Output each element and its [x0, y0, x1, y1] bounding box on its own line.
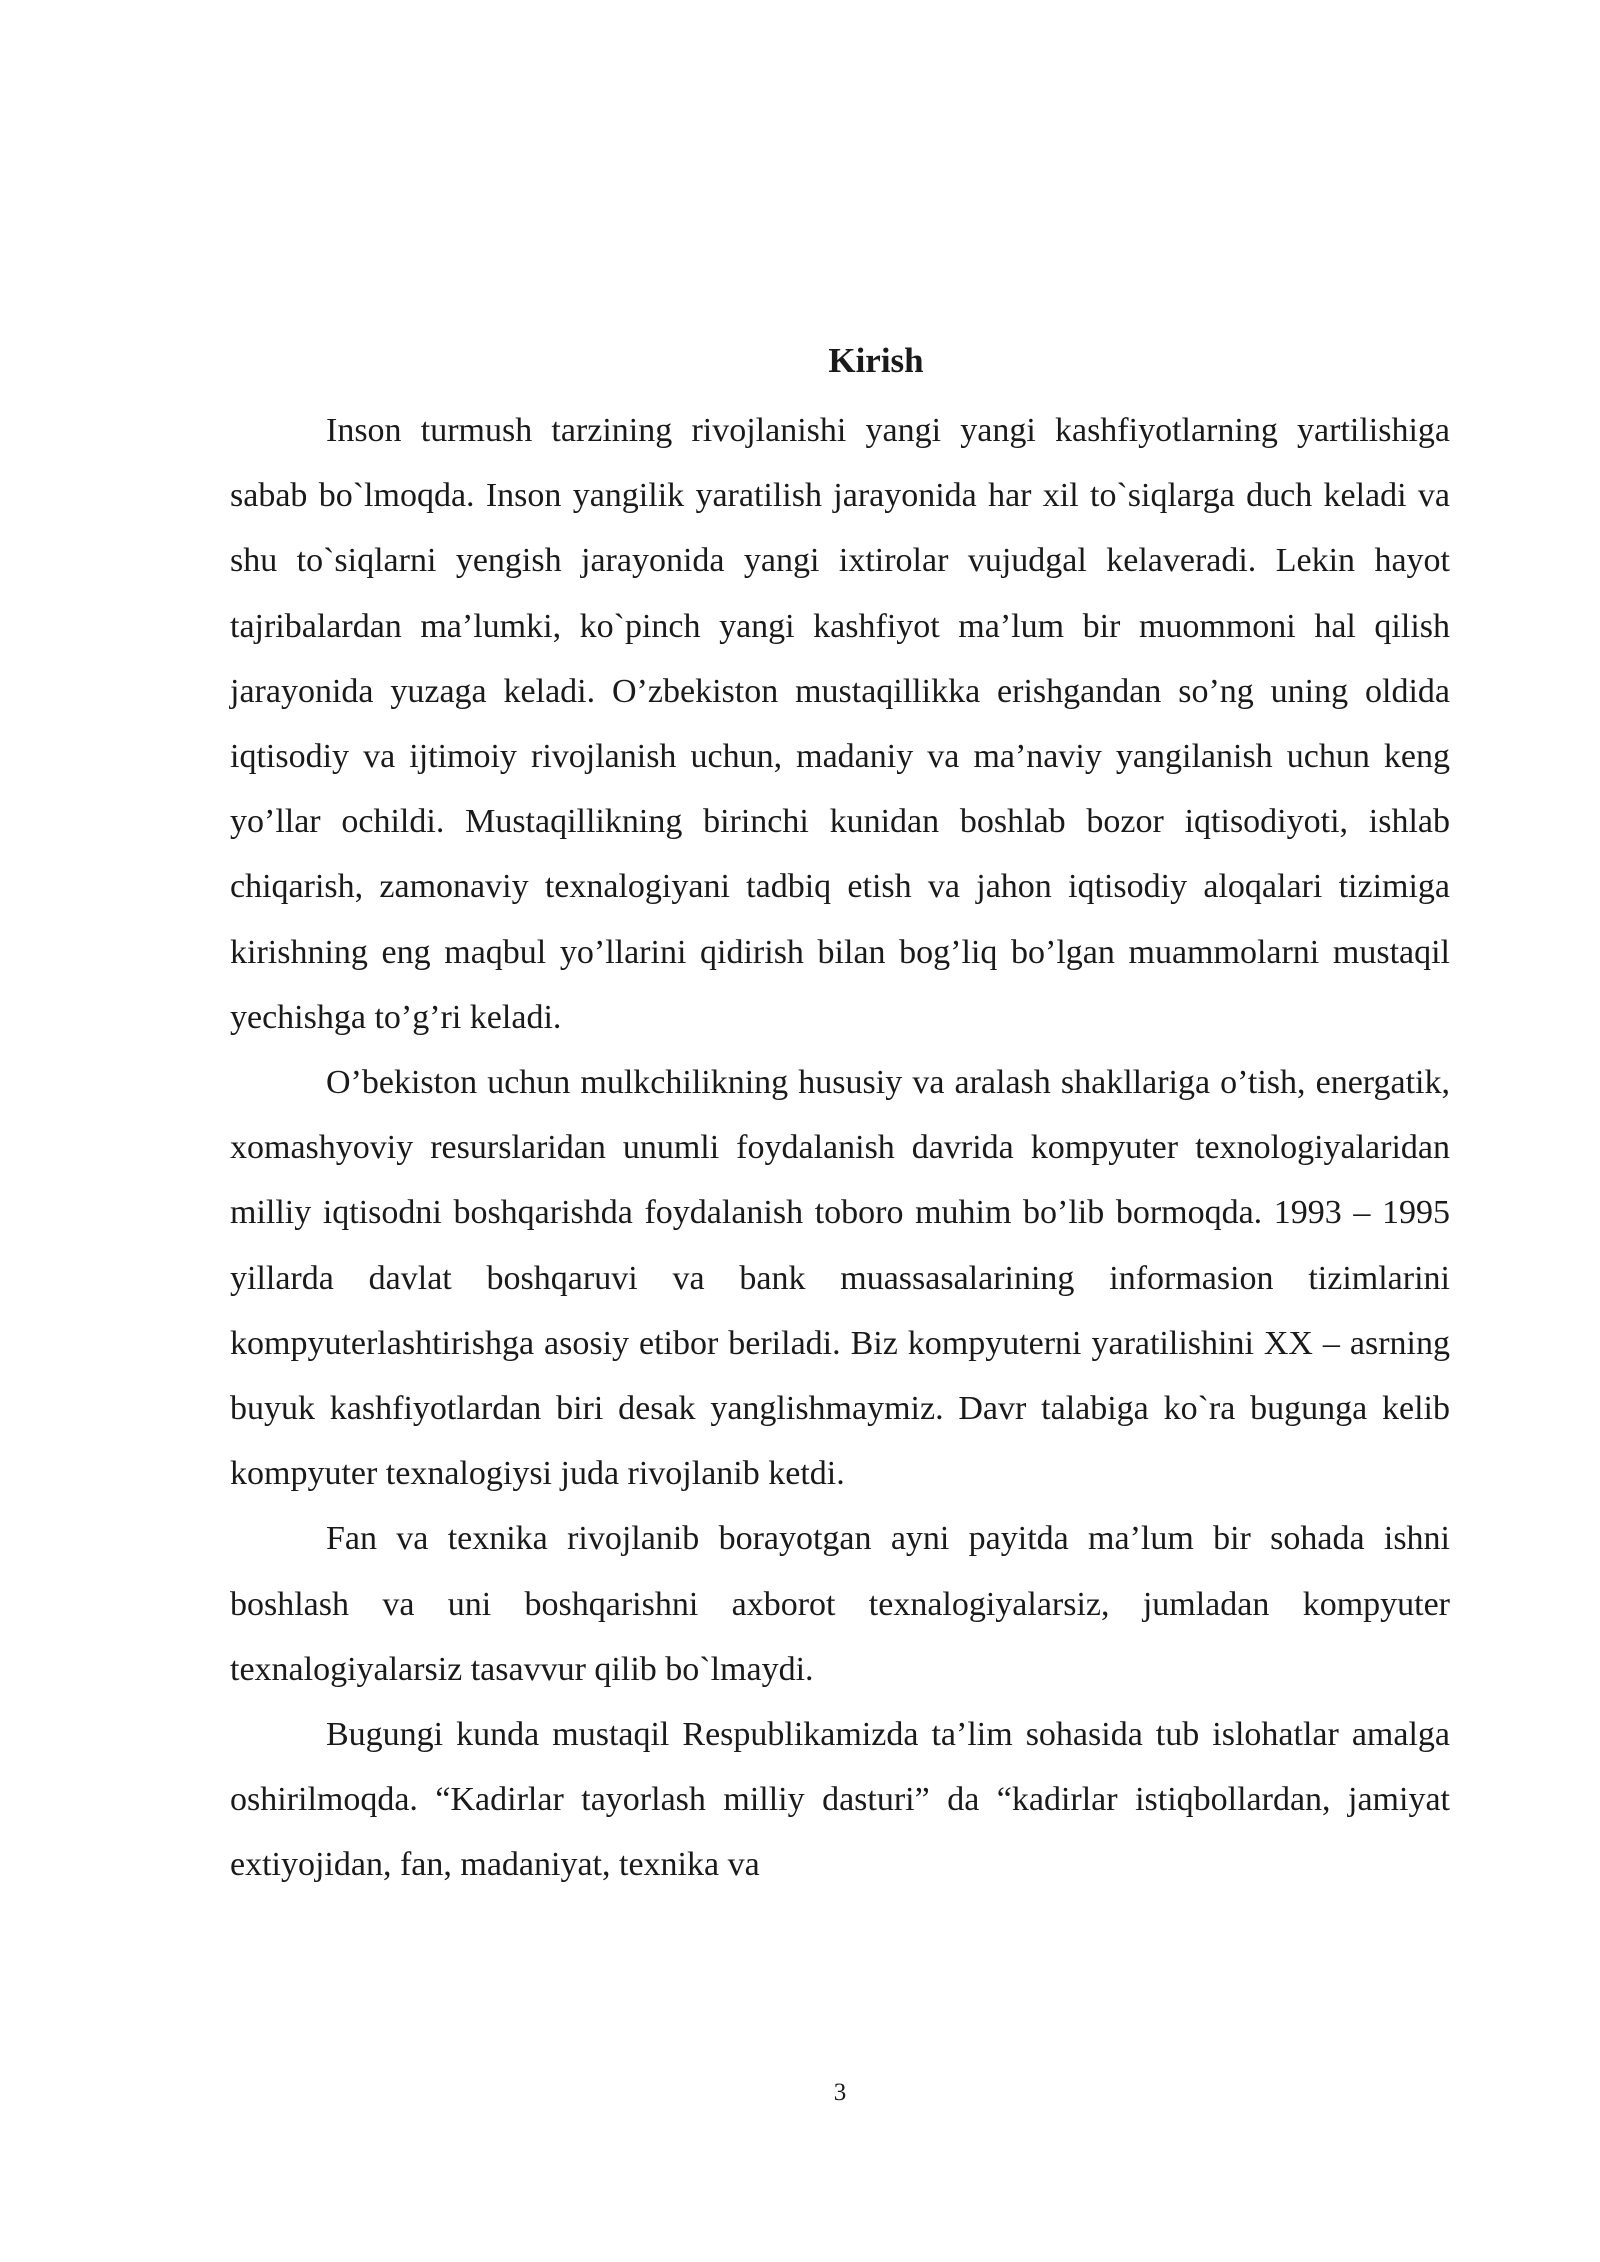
page-number: 3	[833, 2079, 847, 2106]
page-title: Kirish	[828, 341, 924, 380]
paragraph-4: Bugungi kunda mustaqil Respublikamizda ta’lim sohasida tub islohatlar amalga oshirilmoqda. “Kadirlar tayorlash milliy dasturi” da “kadirlar istiqbollardan, jamiyat extiyojidan, fan, madaniyat, texnika va	[230, 1716, 1450, 1884]
paragraph-3: Fan va texnika rivojlanib borayotgan ayni payitda ma’lum bir sohada ishni boshlash va uni boshqarishni axborot texnalogiyalarsiz, jumladan kompyuter texnalogiyalarsiz tasavvur qilib bo`lmaydi.	[230, 1520, 1450, 1688]
paragraph-2: O’bekiston uchun mulkchilikning hususiy va aralash shakllariga o’tish, energatik, xomashyoviy resurslaridan unumli foydalanish davrida kompyuter texnologiyalaridan milliy iqtisodni boshqarishda foydalanish toboro muhim bo’lib bormoqda. 1993 – 1995 yillarda davlat boshqaruvi va bank muassasalarining informasion tizimlarini kompyuterlashtirishga asosiy etibor beriladi. Biz kompyuterni yaratilishini XX – asrning buyuk kashfiyotlardan biri desak yanglishmaymiz. Davr talabiga ko`ra bugunga kelib kompyuter texnalogiysi juda rivojlanib ketdi.	[230, 1064, 1450, 1493]
paragraph-1: Inson turmush tarzining rivojlanishi yangi yangi kashfiyotlarning yartilishiga sabab bo`lmoqda. Inson yangilik yaratilish jarayonida har xil to`siqlarga duch keladi va shu to`siqlarni yengish jarayonida yangi ixtirolar vujudgal kelaveradi. Lekin hayot tajribalardan ma’lumki, ko`pinch yangi kashfiyot ma’lum bir muommoni hal qilish jarayonida yuzaga keladi. O’zbekiston mustaqillikka erishgandan so’ng uning oldida iqtisodiy va ijtimoiy rivojlanish uchun, madaniy va ma’naviy yangilanish uchun keng yo’llar ochildi. Mustaqillikning birinchi kunidan boshlab bozor iqtisodiyoti, ishlab chiqarish, zamonaviy texnalogiyani tadbiq etish va jahon iqtisodiy aloqalari tizimiga kirishning eng maqbul yo’llarini qidirish bilan bog’liq bo’lgan muammolarni mustaqil yechishga to’g’ri keladi.	[230, 412, 1450, 1036]
body-text	[230, 398, 1450, 1898]
